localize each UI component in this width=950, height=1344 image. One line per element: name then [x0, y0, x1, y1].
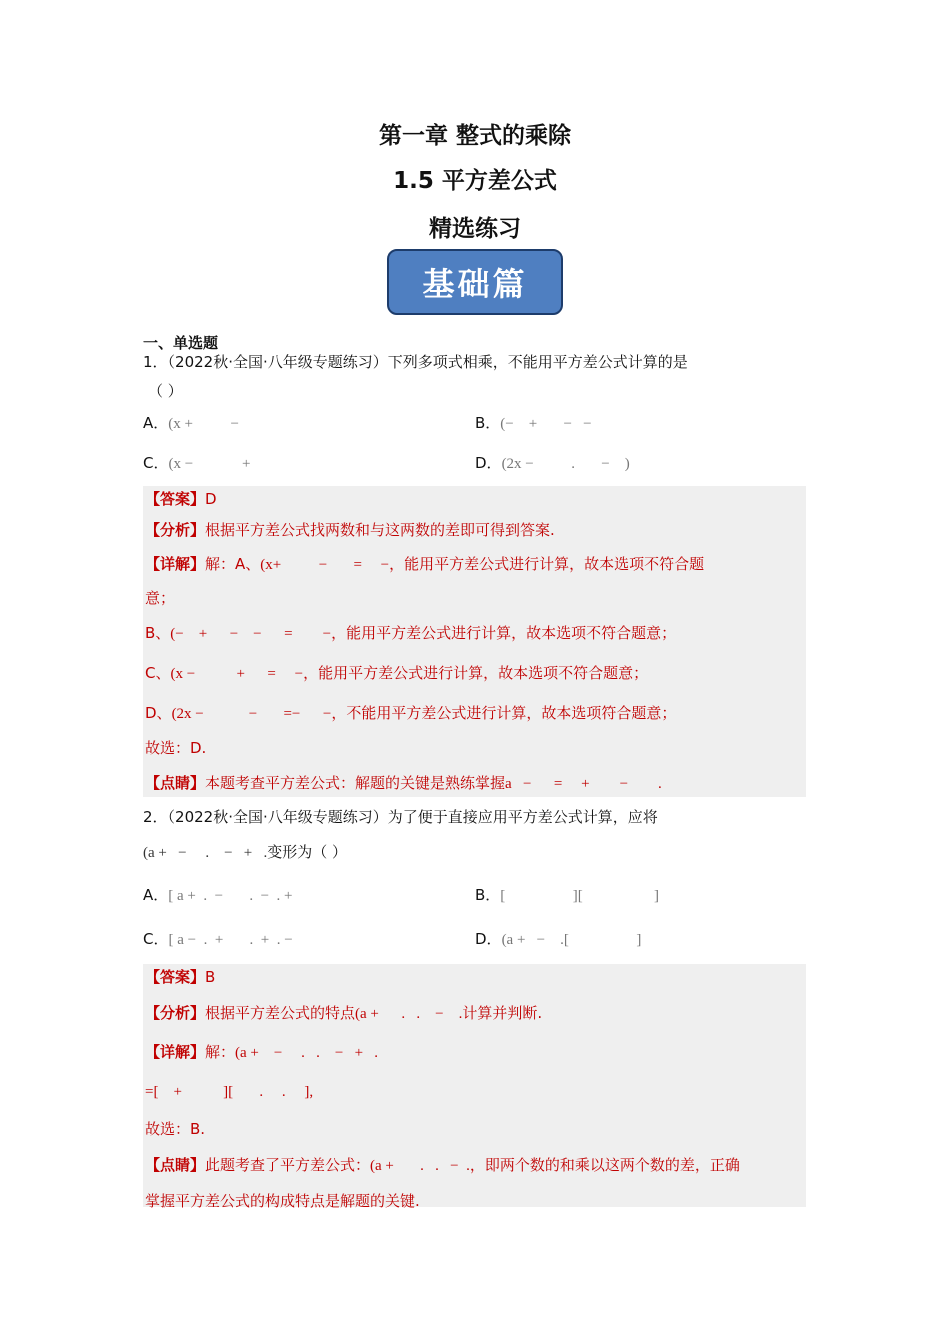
- q2-stem-math: (a + − . − + .: [143, 845, 268, 861]
- q2-comment-post: ，即两个数的和乘以这两个数的差，正确: [469, 1156, 740, 1174]
- q2-stem-text: 变形为（ ）: [267, 843, 348, 861]
- q1-answer-value: D: [205, 490, 217, 508]
- q2-analysis-math: (a + . . − .: [355, 1006, 463, 1022]
- q2-answer-tag: 【答案】: [145, 968, 206, 986]
- q2-option-c-label: C．: [143, 930, 169, 948]
- q1-detail-tag: 【详解】: [145, 555, 206, 573]
- q1-detail-a-cont: 意；: [145, 589, 176, 607]
- q1-option-b-label: B．: [475, 414, 501, 432]
- q1-option-d[interactable]: [475, 454, 630, 473]
- q1-option-d-label: D．: [475, 454, 502, 472]
- q1-paren: （ ）: [148, 382, 183, 400]
- q2-comment: [145, 1156, 740, 1175]
- q1-detail-c-prefix: C、: [145, 664, 171, 682]
- q2-option-b[interactable]: [475, 886, 659, 905]
- chapter-title: 第一章 整式的乘除: [378, 123, 571, 149]
- q1-stem: [143, 353, 688, 371]
- q2-option-a-label: A．: [143, 886, 169, 904]
- q1-comment: [145, 774, 662, 793]
- q1-option-a[interactable]: [143, 414, 239, 433]
- q1-detail-d-prefix: D、: [145, 704, 172, 722]
- q1-detail-d-math: (2x − − =− −: [171, 706, 332, 722]
- q1-analysis: [145, 521, 555, 539]
- q1-comment-tag: 【点睛】: [145, 774, 206, 792]
- q2-detail-pre: 解：: [205, 1043, 236, 1061]
- banner-label: 基础篇: [422, 265, 528, 303]
- section-title: 1.5 平方差公式: [393, 168, 557, 194]
- q1-choose: 故选：D.: [145, 739, 207, 757]
- q2-answer-value: B: [205, 968, 216, 986]
- q1-analysis-tag: 【分析】: [145, 521, 206, 539]
- q2-option-c-math: [ a − . + . + . −: [168, 932, 293, 948]
- q1-option-b-math: (− + − −: [500, 416, 592, 432]
- q1-detail-a: [145, 555, 704, 574]
- q1-detail-b: [145, 624, 676, 643]
- q2-option-b-math: [ ][ ]: [500, 888, 660, 904]
- q2-option-d[interactable]: [475, 930, 641, 949]
- q2-detail-line2: =[ + ][ . . ],: [145, 1084, 314, 1100]
- level-banner: [387, 249, 563, 315]
- subtitle: 精选练习: [429, 216, 521, 242]
- q1-option-a-label: A．: [143, 414, 169, 432]
- q1-detail-d: [145, 704, 676, 723]
- q2-option-d-label: D．: [475, 930, 502, 948]
- q2-option-d-math: (a + − .[ ]: [501, 932, 642, 948]
- q1-text: （2022秋·全国·八年级专题练习）下列多项式相乘，不能用平方差公式计算的是: [167, 353, 688, 371]
- q1-detail-b-math: (− + − − = −: [170, 626, 332, 642]
- q1-comment-text: 本题考查平方差公式：解题的关键是熟练掌握: [205, 774, 506, 792]
- q1-option-c[interactable]: [143, 454, 250, 473]
- q2-analysis: [145, 1004, 542, 1023]
- q2-comment-math: (a + . . − .: [370, 1158, 470, 1174]
- q2-comment-line2: 掌握平方差公式的构成特点是解题的关键.: [145, 1192, 420, 1210]
- q1-detail-a-prefix: 解：A、: [205, 555, 261, 573]
- q1-detail-c: [145, 664, 648, 683]
- q2-detail-tag: 【详解】: [145, 1043, 206, 1061]
- q1-detail-b-text: ，能用平方差公式进行计算，故本选项不符合题意；: [331, 624, 677, 642]
- q1-detail-c-math: (x − + = −: [170, 666, 304, 682]
- q2-detail: [145, 1043, 378, 1062]
- q1-answer: [145, 490, 217, 508]
- q1-analysis-text: 根据平方差公式找两数和与这两数的差即可得到答案.: [205, 521, 555, 539]
- q1-detail-a-math: (x+ − = −: [260, 557, 390, 573]
- q1-detail-a-text: ，能用平方差公式进行计算，故本选项不符合题: [389, 555, 705, 573]
- q2-option-a-math: [ a + . − . − . +: [168, 888, 293, 904]
- q2-option-c[interactable]: [143, 930, 293, 949]
- q2-stem-line2: [143, 843, 347, 862]
- q2-analysis-tag: 【分析】: [145, 1004, 206, 1022]
- q2-analysis-post: 计算并判断.: [462, 1004, 543, 1022]
- q2-text: （2022秋·全国·八年级专题练习）为了便于直接应用平方差公式计算，应将: [167, 808, 658, 826]
- q1-detail-c-text: ，能用平方差公式进行计算，故本选项不符合题意；: [303, 664, 649, 682]
- q1-detail-d-text: ，不能用平方差公式进行计算，故本选项符合题意；: [331, 704, 677, 722]
- q1-comment-math: a − = + − .: [505, 776, 662, 792]
- q2-comment-tag: 【点睛】: [145, 1156, 206, 1174]
- q1-answer-tag: 【答案】: [145, 490, 206, 508]
- q2-analysis-pre: 根据平方差公式的特点: [205, 1004, 356, 1022]
- q1-option-c-label: C．: [143, 454, 169, 472]
- q1-detail-b-prefix: B、: [145, 624, 171, 642]
- q2-option-a[interactable]: [143, 886, 293, 905]
- q2-answer: [145, 968, 215, 986]
- q2-number: 2．: [143, 808, 168, 826]
- q1-option-c-math: (x − +: [168, 456, 251, 472]
- q2-stem: [143, 808, 658, 826]
- q2-choose: 故选：B.: [145, 1120, 206, 1138]
- q1-option-b[interactable]: [475, 414, 592, 433]
- q2-comment-pre: 此题考查了平方差公式：: [205, 1156, 371, 1174]
- q2-detail-math: (a + − . . − + .: [235, 1045, 379, 1061]
- q1-number: 1．: [143, 353, 168, 371]
- section-heading: 一、单选题: [143, 334, 219, 352]
- q1-option-a-math: (x + −: [168, 416, 239, 432]
- q1-option-d-math: (2x − . − ): [501, 456, 630, 472]
- q2-option-b-label: B．: [475, 886, 501, 904]
